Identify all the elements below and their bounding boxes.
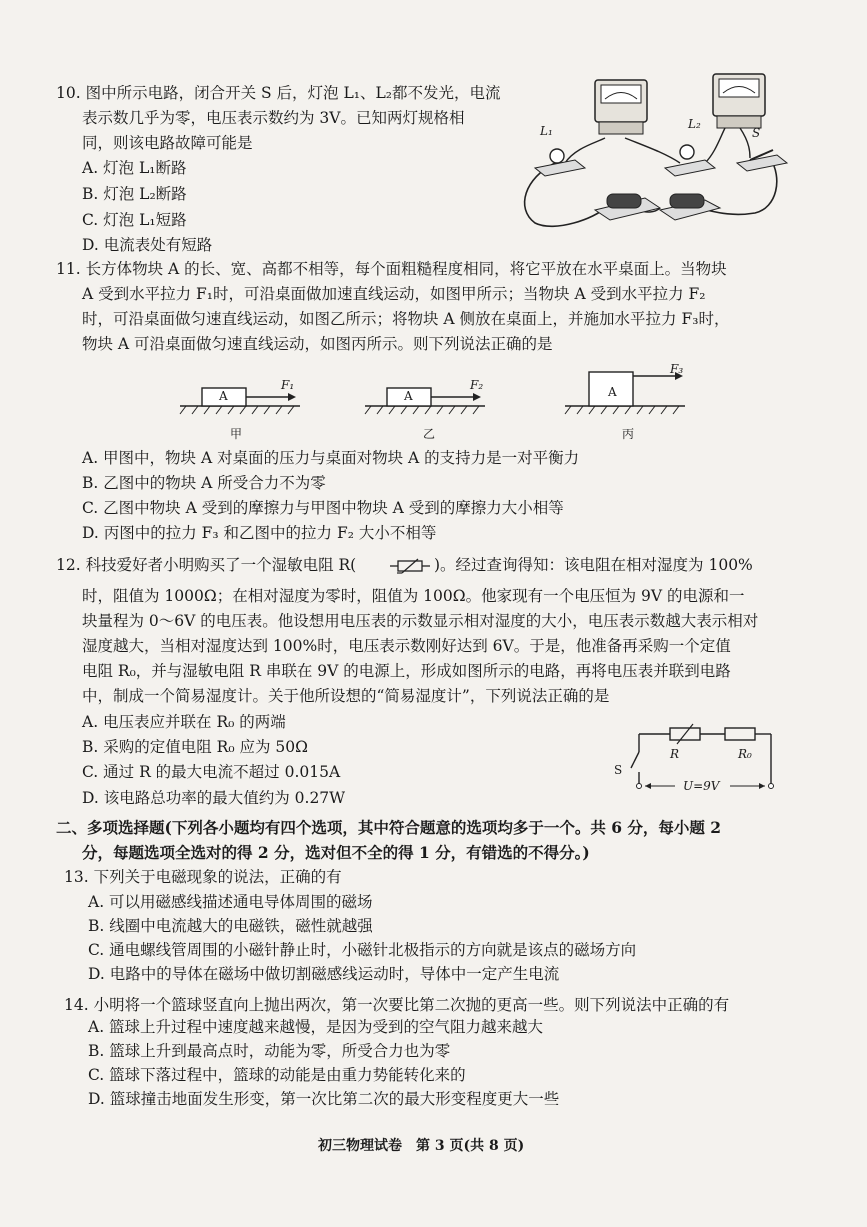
q11-caption-bing: 丙 (622, 427, 635, 441)
q10-stem-line-1: 10. 图中所示电路，闭合开关 S 后，灯泡 L₁、L₂都不发光，电流 (56, 84, 501, 102)
q13-option-a: A. 可以用磁感线描述通电导体周围的磁场 (88, 893, 373, 911)
q10-stem-line-3: 同，则该电路故障可能是 (82, 134, 253, 152)
q14-option-d: D. 篮球撞击地面发生形变，第一次比第二次的最大形变程度更大一些 (88, 1090, 560, 1108)
q12-option-b: B. 采购的定值电阻 R₀ 应为 50Ω (82, 738, 308, 756)
q12-option-d: D. 该电路总功率的最大值约为 0.27W (82, 789, 346, 807)
q10-circuit-figure (515, 68, 790, 238)
q12-label-s: S (614, 763, 623, 777)
q12-stem-line-1-post: )。经过查询得知：该电阻在相对湿度为 100% (434, 556, 753, 574)
q12-stem-line-3: 块量程为 0～6V 的电压表。他设想用电压表的示数显示相对湿度的大小，电压表示数越大表示相对 (82, 612, 759, 630)
q10-label-l2: L₂ (688, 117, 701, 131)
q10-option-d: D. 电流表处有短路 (82, 236, 213, 254)
q11-stem-line-1: 11. 长方体物块 A 的长、宽、高都不相等，每个面粗糙程度相同，将它平放在水平桌面上。当物块 (56, 260, 727, 278)
q10-option-a: A. 灯泡 L₁断路 (82, 159, 187, 177)
ammeter-icon (595, 80, 647, 134)
q10-label-l1: L₁ (540, 124, 553, 138)
q14-option-b: B. 篮球上升到最高点时，动能为零，所受合力也为零 (88, 1042, 451, 1060)
lamp-l1-icon (535, 149, 585, 176)
q10-stem-line-2: 表示数几乎为零，电压表示数约为 3V。已知两灯规格相 (82, 109, 465, 127)
section2-heading-line-1: 二、多项选择题(下列各小题均有四个选项，其中符合题意的选项均多于一个。共 6 分，每小题 2 (56, 818, 722, 837)
q10-option-c: C. 灯泡 L₁短路 (82, 211, 187, 229)
q11-stem-line-2: A 受到水平拉力 F₁时，可沿桌面做加速直线运动，如图甲所示；当物块 A 受到水平拉力 F₂ (82, 285, 706, 303)
q12-option-a: A. 电压表应并联在 R₀ 的两端 (82, 713, 286, 731)
q11-block-yi: A (404, 389, 413, 403)
q11-stem-line-3: 时，可沿桌面做匀速直线运动，如图乙所示；将物块 A 侧放在桌面上，并施加水平拉力 F₃时， (82, 310, 730, 328)
page-footer: 初三物理试卷 第 3 页(共 8 页) (318, 1138, 525, 1154)
q13-option-d: D. 电路中的导体在磁场中做切割磁感线运动时，导体中一定产生电流 (88, 965, 560, 983)
q13-option-b: B. 线圈中电流越大的电磁铁，磁性就越强 (88, 917, 373, 935)
q12-option-c: C. 通过 R 的最大电流不超过 0.015A (82, 763, 341, 781)
q12-stem-line-6: 中，制成一个简易湿度计。关于他所设想的“简易湿度计”，下列说法正确的是 (82, 687, 610, 705)
q12-stem-line-5: 电阻 R₀，并与湿敏电阻 R 串联在 9V 的电源上，形成如图所示的电路，再将电压表并联到电路 (82, 662, 731, 680)
q14-option-c: C. 篮球下落过程中，篮球的动能是由重力势能转化来的 (88, 1066, 466, 1084)
q12-label-u: U=9V (683, 779, 720, 793)
q11-caption-jia: 甲 (230, 427, 243, 441)
q12-stem-line-2: 时，阻值为 1000Ω；在相对湿度为零时，阻值为 100Ω。他家现有一个电压恒为 9V 的电源和一 (82, 587, 745, 605)
battery-icon (595, 194, 720, 220)
q14-option-a: A. 篮球上升过程中速度越来越慢，是因为受到的空气阻力越来越大 (88, 1018, 544, 1036)
q13-option-c: C. 通电螺线管周围的小磁针静止时，小磁针北极指示的方向就是该点的磁场方向 (88, 941, 637, 959)
section2-heading-line-2: 分，每题选项全选对的得 2 分，选对但不全的得 1 分，有错选的不得分。) (82, 843, 590, 862)
q13-stem: 13. 下列关于电磁现象的说法，正确的有 (64, 868, 342, 886)
q10-option-b: B. 灯泡 L₂断路 (82, 185, 187, 203)
q12-label-r: R (670, 747, 680, 761)
voltmeter-icon (713, 74, 765, 128)
q12-label-r0: R₀ (738, 747, 752, 761)
q14-stem: 14. 小明将一个篮球竖直向上抛出两次，第一次要比第二次抛的更高一些。则下列说法中正确的有 (64, 996, 730, 1014)
q10-label-s: S (752, 126, 761, 140)
q12-stem-line-4: 湿度越大，当相对湿度达到 100%时，电压表示数刚好达到 6V。于是，他准备再采购一个定值 (82, 637, 731, 655)
switch-icon (737, 150, 787, 171)
humidity-resistor-icon (390, 557, 430, 575)
q11-force-f1: F₁ (281, 378, 295, 392)
q11-block-bing: A (608, 385, 617, 399)
q11-force-f2: F₂ (470, 378, 484, 392)
q11-block-jia: A (219, 389, 228, 403)
q11-option-d: D. 丙图中的拉力 F₃ 和乙图中的拉力 F₂ 大小不相等 (82, 524, 437, 542)
q11-option-b: B. 乙图中的物块 A 所受合力不为零 (82, 474, 326, 492)
q11-force-f3: F₃ (670, 362, 684, 376)
q12-stem-line-1-pre: 12. 科技爱好者小明购买了一个湿敏电阻 R( (56, 556, 357, 574)
q11-option-c: C. 乙图中物块 A 受到的摩擦力与甲图中物块 A 受到的摩擦力大小相等 (82, 499, 564, 517)
q11-stem-line-4: 物块 A 可沿桌面做匀速直线运动，如图丙所示。则下列说法正确的是 (82, 335, 553, 353)
q11-option-a: A. 甲图中，物块 A 对桌面的压力与桌面对物块 A 的支持力是一对平衡力 (82, 449, 580, 467)
q11-caption-yi: 乙 (423, 427, 436, 441)
